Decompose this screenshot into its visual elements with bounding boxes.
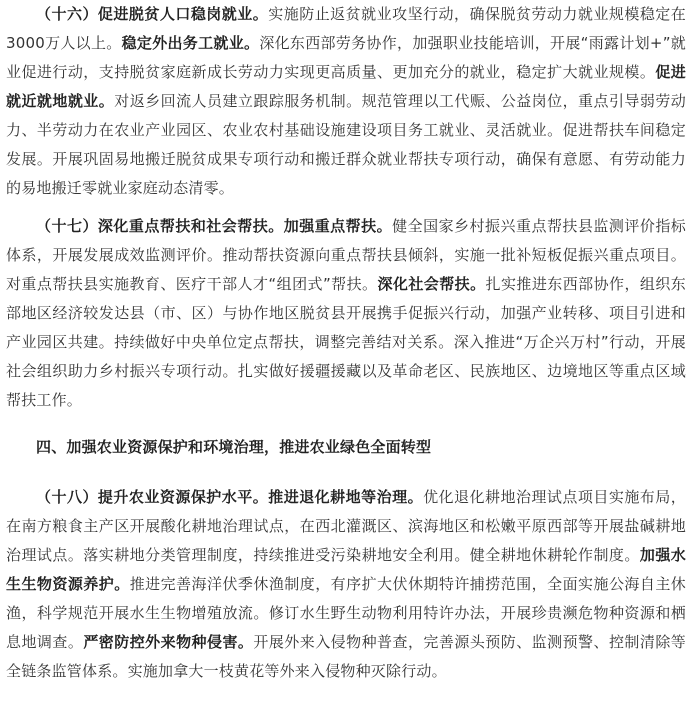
paragraph-18-subheading-2: 加强水生生物资源养护。	[6, 546, 686, 593]
paragraph-17-text-2: 扎实推进东西部协作，组织东部地区经济较发达县（市、区）与协作地区脱贫县开展携手促振兴行动，加强产业转移、项目引进和产业园区共建。持续做好中央单位定点帮扶，调整完善结对关系。深入推进“万企兴万村”行动，开展社会组织助力乡村振兴专项行动。扎实做好援疆援藏以及革命老区、民族地区、边境地区等重点区域帮扶工作。	[6, 275, 686, 409]
paragraph-17-text-1: 健全国家乡村振兴重点帮扶县监测评价指标体系，开展发展成效监测评价。推动帮扶资源向重点帮扶县倾斜，实施一批补短板促振兴重点项目。对重点帮扶县实施教育、医疗干部人才“组团式”帮扶。	[6, 217, 687, 293]
paragraph-16-text-2: 深化东西部劳务协作，加强职业技能培训，开展“雨露计划+”就业促进行动，支持脱贫家庭新成长劳动力实现更高质量、更加充分的就业，稳定扩大就业规模。	[6, 34, 686, 81]
paragraph-16-text-3: 对返乡回流人员建立跟踪服务机制。规范管理以工代赈、公益岗位，重点引导弱劳动力、半劳动力在农业产业园区、农业农村基础设施建设项目务工就业、灵活就业。促进帮扶车间稳定发展。开展巩固易地搬迁脱贫成果专项行动和搬迁群众就业帮扶专项行动，确保有意愿、有劳动能力的易地搬迁零就业家庭动态清零。	[6, 92, 687, 197]
paragraph-18-subheading-1: 推进退化耕地等治理。	[268, 488, 424, 506]
paragraph-17-subheading-1: 加强重点帮扶。	[283, 217, 393, 235]
paragraph-16-subheading-2: 促进就近就地就业。	[6, 63, 687, 110]
paragraph-18-text-1: 优化退化耕地治理试点项目实施布局，在南方粮食主产区开展酸化耕地治理试点，在西北灌溉区、滨海地区和松嫩平原西部等开展盐碱耕地治理试点。落实耕地分类管理制度，持续推进受污染耕地安全利用。健全耕地休耕轮作制度。	[6, 488, 686, 564]
paragraph-18-subheading-3: 严密防控外来物种侵害。	[83, 633, 254, 651]
paragraph-16-text-1: 实施防止返贫就业攻坚行动，确保脱贫劳动力就业规模稳定在3000万人以上。	[6, 5, 686, 52]
paragraph-16	[6, 0, 686, 203]
paragraph-16-subheading-1: 稳定外出务工就业。	[121, 34, 260, 52]
paragraph-16-title: （十六）促进脱贫人口稳岗就业。	[36, 5, 269, 23]
paragraph-18-text-2: 推进完善海洋伏季休渔制度，有序扩大伏休期特许捕捞范围，全面实施公海自主休渔，科学规范开展水生生物增殖放流。修订水生野生动物利用特许办法，开展珍贵濒危物种资源和栖息地调查。	[6, 575, 686, 651]
paragraph-17-subheading-2: 深化社会帮扶。	[377, 275, 486, 293]
paragraph-17-title: （十七）深化重点帮扶和社会帮扶。	[36, 217, 284, 235]
paragraph-17	[6, 212, 686, 415]
paragraph-18	[6, 483, 686, 686]
paragraph-18-text-3: 开展外来入侵物种普查，完善源头预防、监测预警、控制清除等全链条监管体系。实施加拿大一枝黄花等外来入侵物种灭除行动。	[6, 633, 686, 680]
paragraph-18-title: （十八）提升农业资源保护水平。	[36, 488, 269, 506]
section-heading: 四、加强农业资源保护和环境治理，推进农业绿色全面转型	[36, 438, 432, 456]
